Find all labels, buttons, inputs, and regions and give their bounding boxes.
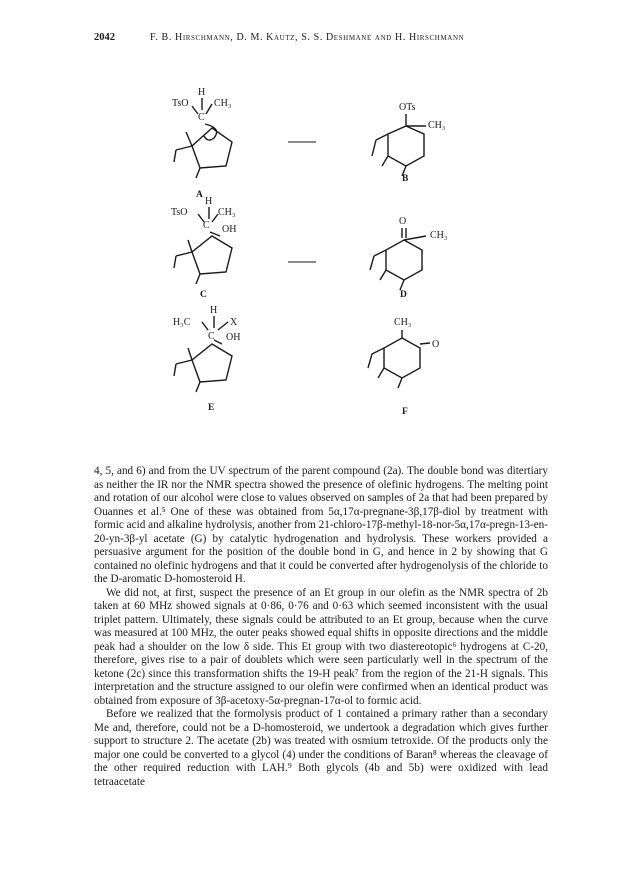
label-ch3: CH₃ [428, 120, 446, 131]
five-membered-ring [192, 344, 232, 382]
running-head: F. B. Hirschmann, D. M. Kautz, S. S. Deshmane and H. Hirschmann [150, 32, 465, 43]
label-h: H [198, 87, 206, 98]
caption-E: E [208, 403, 215, 413]
label-oh: OH [226, 332, 241, 343]
structure-A [172, 87, 232, 200]
label-tso: TsO [171, 207, 188, 218]
label-ch3: CH₃ [394, 317, 412, 328]
label-h3c: H₃C [173, 317, 191, 328]
six-membered-ring [384, 338, 420, 378]
label-o: O [432, 339, 440, 350]
label-ch3: CH₃ [218, 207, 236, 218]
label-ots: OTs [399, 102, 416, 113]
bond-lines [402, 330, 430, 344]
label-ch3: CH₃ [430, 230, 448, 241]
structure-C [171, 196, 236, 300]
ring-substituent-bonds [174, 132, 200, 178]
label-tso: TsO [172, 98, 189, 109]
caption-A: A [196, 190, 203, 200]
five-membered-ring [192, 128, 232, 168]
structure-E [173, 305, 240, 413]
caption-B: B [402, 174, 409, 184]
paragraph: We did not, at first, suspect the presence of an Et group in our olefin as the NMR spectra of 2b taken at 60 MHz showed signals at 0·86, 0·76 and 0·63 which seemed inconsistent with the usual triplet pattern. Ultimately, these signals could be attributed to an Et group, because when the curve was measured at 100 MHz, the outer peaks showed equal shifts in opposite directions and the middle peak had a shoulder on the low δ side. This Et group with two diastereotopic⁶ hydrogens at C-20, therefore, gives rise to a pair of doublets which were seen particularly well in the spectrum of the ketone (2c) since this transformation shifts the 19-H peak⁷ from the region of the 21-H signals. This interpretation and the structure assigned to our olefin were confirmed when an identical product was obtained from exposure of 3β-acetoxy-5α-pregnan-17α-ol to formic acid. [94, 586, 548, 707]
body-text [94, 465, 548, 789]
structure-F [368, 317, 439, 417]
label-c: C [208, 331, 215, 342]
structure-B [372, 102, 445, 184]
caption-C: C [200, 290, 207, 300]
paragraph: Before we realized that the formolysis product of 1 contained a primary rather than a secondary Me and, therefore, could not be a D-homosteroid, we undertook a degradation which gives further support to structure 2. The acetate (2b) was treated with osmium tetroxide. Of the products only the major one could be converted to a glycol (4) under the conditions of Baran⁸ whereas the cleavage of the other required reduction with LAH.⁹ Both glycols (4b and 5b) were oxidized with lead tetraacetate [94, 708, 548, 788]
bond-lines [402, 228, 426, 240]
six-membered-ring [388, 126, 424, 166]
label-c: C [203, 220, 210, 231]
ring-substituent-bonds [372, 134, 406, 176]
bond-lines [406, 114, 426, 126]
label-h: H [205, 196, 213, 207]
label-ch3: CH₃ [214, 98, 232, 109]
page-number: 2042 [94, 32, 115, 43]
label-x: X [230, 317, 238, 328]
bond-lines [202, 316, 228, 344]
caption-F: F [402, 407, 408, 417]
label-oh: OH [222, 224, 237, 235]
paragraph: 4, 5, and 6) and from the UV spectrum of the parent compound (2a). The double bond was ditertiary as neither the IR nor the NMR spectra showed the presence of olefinic hydrogens. The melting point and rotation of our alcohol were close to values observed on samples of 2a that had been prepared by Ouannes et al.⁵ One of these was obtained from 5α,17α-pregnane-3β,17β-diol by treatment with formic acid and alkaline hydrolysis, another from 21-chloro-17β-methyl-18-nor-5α,17α-pregn-13-en-20-yn-3β-yl acetate (G) by catalytic hydrogenation and hydrolysis. These workers provided a persuasive argument for the position of the double bond in G, and hence in 2 by showing that G contained no olefinic hydrogens and that it could be converted after hydrogenolysis of the chloride to the D-aromatic D-homosteroid H. [94, 465, 548, 585]
six-membered-ring [386, 240, 422, 280]
caption-D: D [400, 290, 407, 300]
five-membered-ring [192, 236, 232, 274]
structure-D [370, 216, 447, 300]
label-c: C [198, 112, 205, 123]
label-h: H [210, 305, 218, 316]
label-o: O [399, 216, 407, 227]
